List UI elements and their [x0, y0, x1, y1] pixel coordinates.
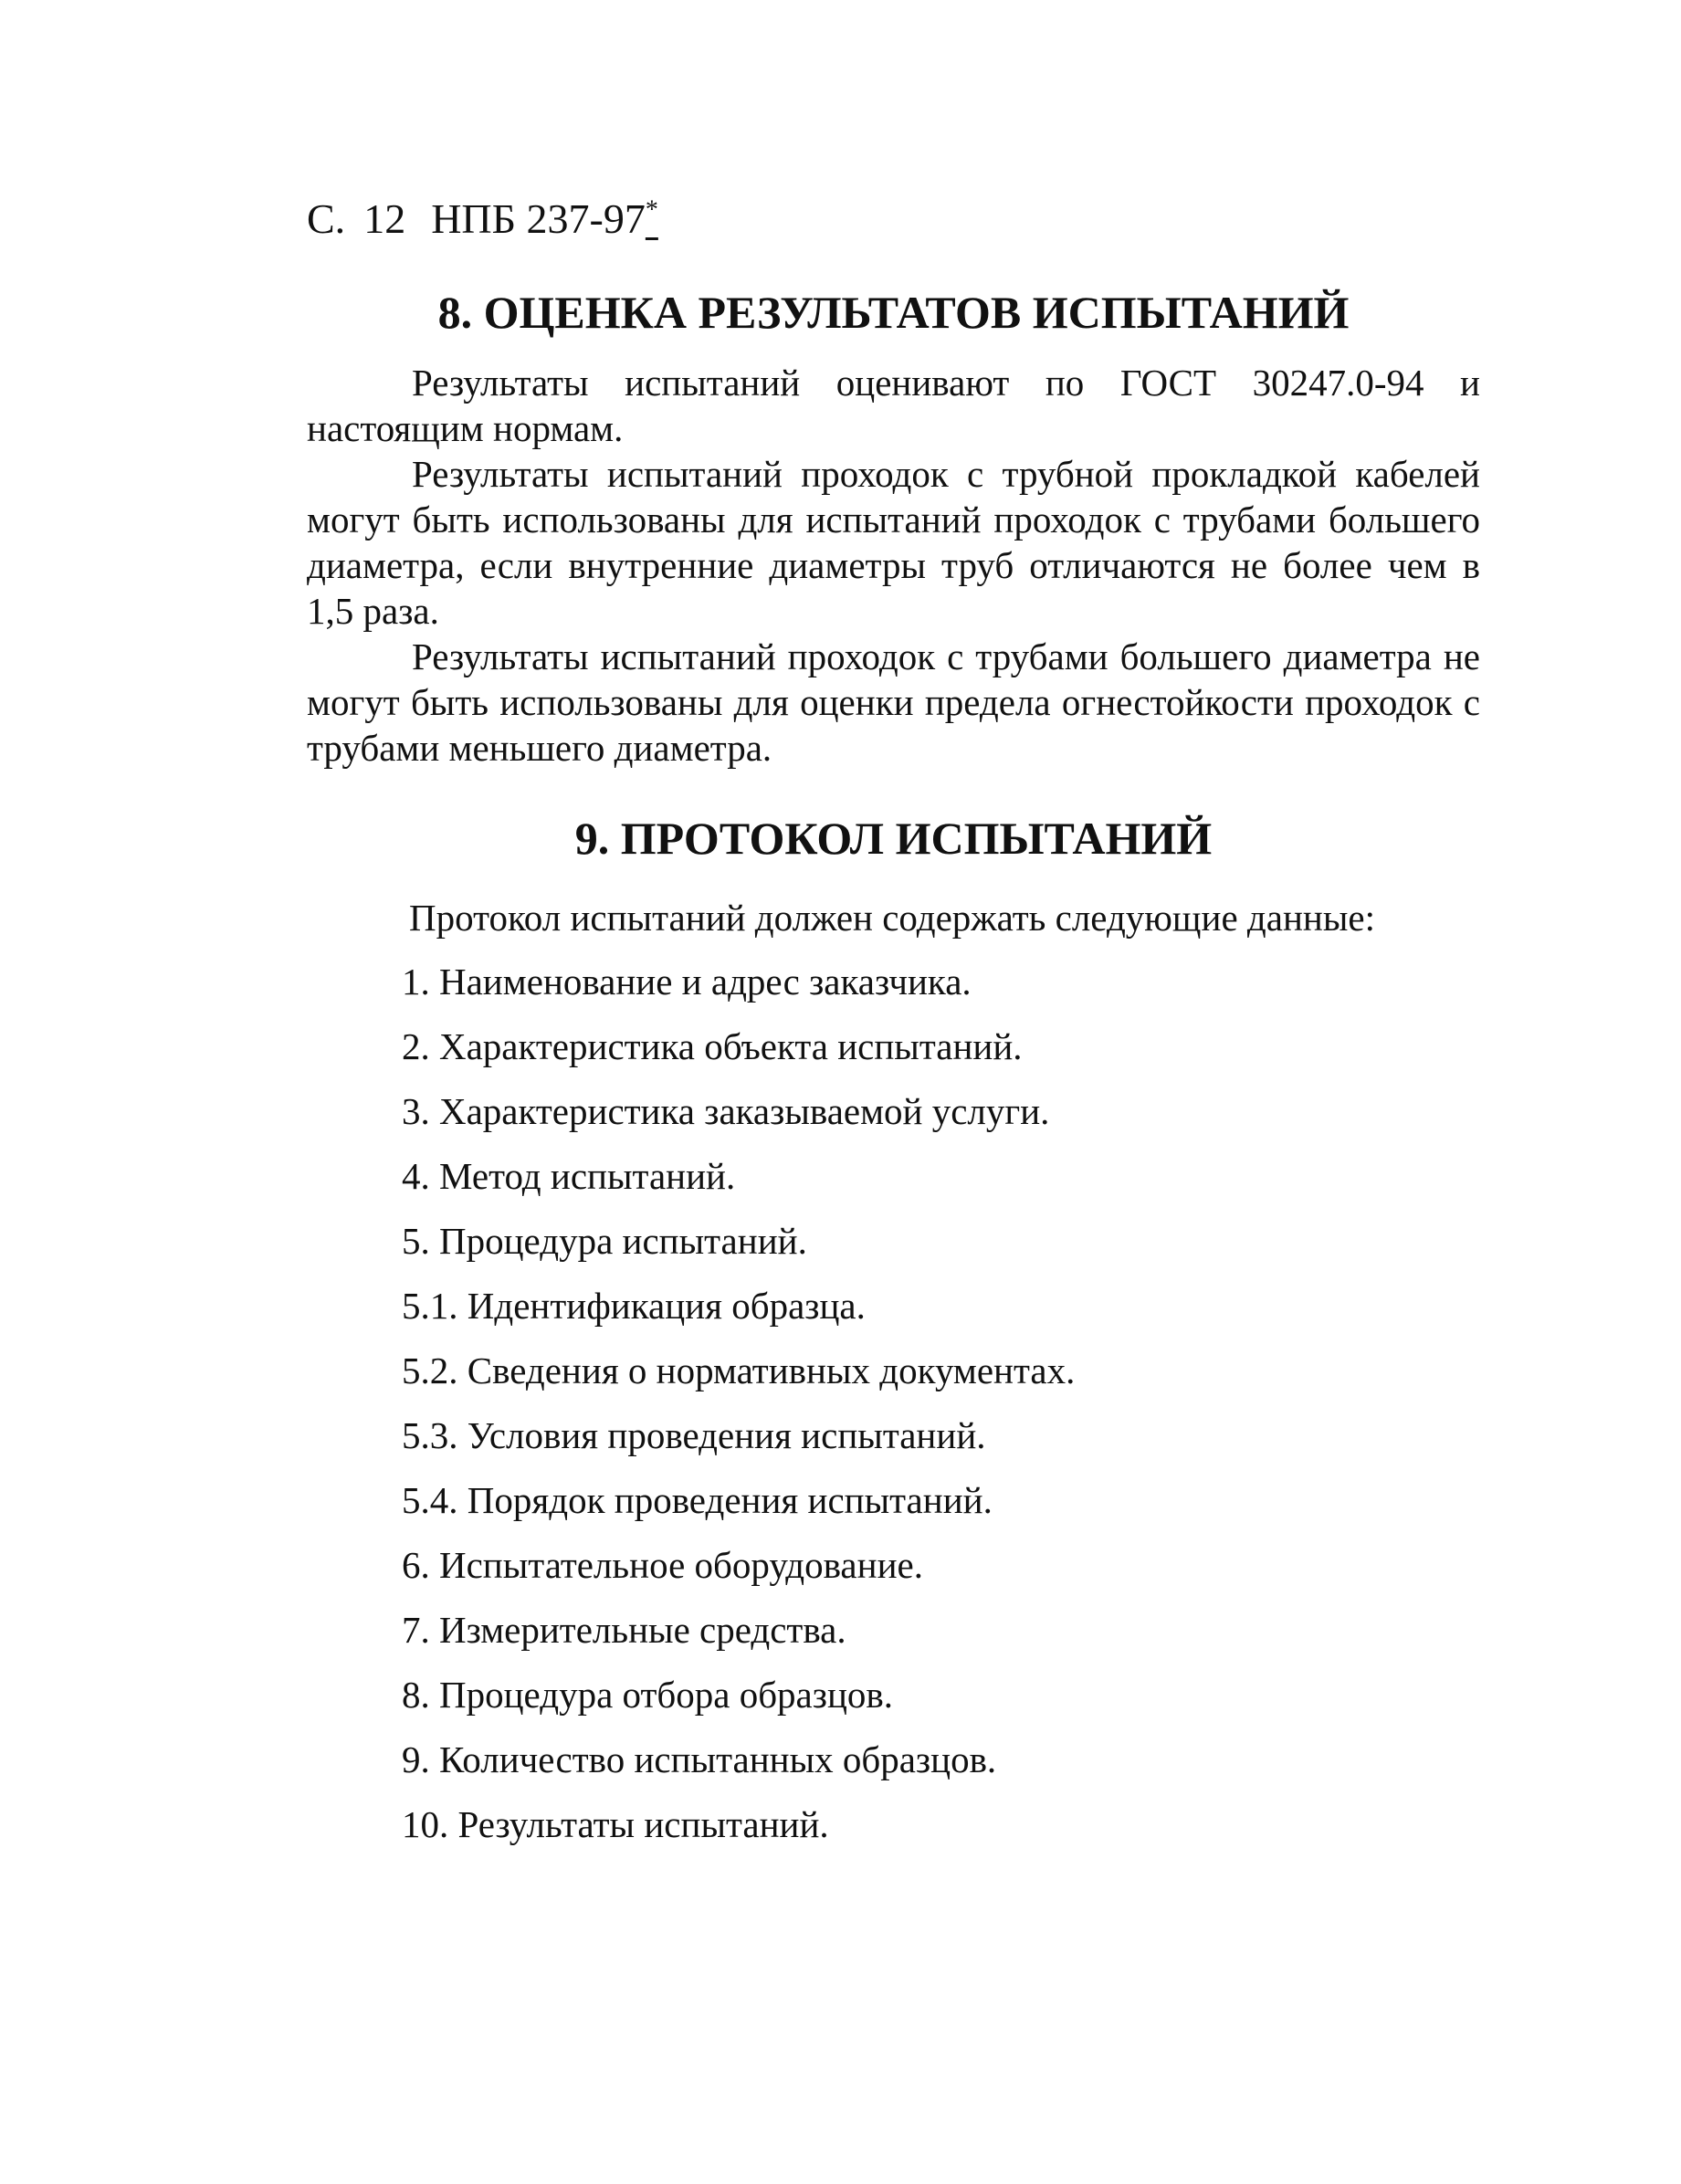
running-header	[307, 194, 658, 245]
list-item: 2. Характеристика объекта испытаний.	[402, 1025, 1023, 1067]
section-8-paragraph-1: Результаты испытаний оценивают по ГОСТ 30247.0-94 и настоящим нормам.	[307, 362, 1480, 449]
list-item: 5.4. Порядок проведения испытаний.	[402, 1479, 993, 1521]
list-item: 1. Наименование и адрес заказчика.	[402, 961, 972, 1003]
section-8-title: 8. ОЦЕНКА РЕЗУЛЬТАТОВ ИСПЫТАНИЙ	[437, 287, 1350, 338]
list-item: 9. Количество испытанных образцов.	[402, 1738, 997, 1780]
page-prefix: С.	[307, 195, 346, 242]
list-item: 3. Характеристика заказываемой услуги.	[402, 1090, 1050, 1132]
list-item: 4. Метод испытаний.	[402, 1155, 736, 1197]
list-item: 8. Процедура отбора образцов.	[402, 1674, 894, 1716]
section-9-title: 9. ПРОТОКОЛ ИСПЫТАНИЙ	[574, 813, 1213, 864]
page-number: 12	[363, 195, 406, 242]
list-item: 10. Результаты испытаний.	[402, 1803, 829, 1845]
list-item: 7. Измерительные средства.	[402, 1609, 846, 1651]
section-8-paragraph-2: Результаты испытаний проходок с трубной прокладкой кабелей могут быть использованы для испытаний проходок с трубами большего диаметра, если внутренние диаметры труб отличаются не более чем в 1,5 раза.	[307, 453, 1480, 632]
list-item: 5.2. Сведения о нормативных документах.	[402, 1349, 1076, 1391]
document-code: НПБ 237-97	[431, 195, 646, 242]
protocol-items-list	[402, 959, 1075, 1866]
list-item: 5. Процедура испытаний.	[402, 1220, 807, 1262]
list-item: 5.3. Условия проведения испытаний.	[402, 1414, 986, 1456]
protocol-intro: Протокол испытаний должен содержать следующие данные:	[409, 897, 1375, 939]
list-item: 6. Испытательное оборудование.	[402, 1544, 923, 1586]
document-code-mark: *	[645, 195, 658, 225]
list-item: 5.1. Идентификация образца.	[402, 1285, 866, 1327]
section-8-paragraph-3: Результаты испытаний проходок с трубами большего диаметра не могут быть использованы для оценки предела огнестойкости проходок с трубами меньшего диаметра.	[307, 635, 1480, 769]
